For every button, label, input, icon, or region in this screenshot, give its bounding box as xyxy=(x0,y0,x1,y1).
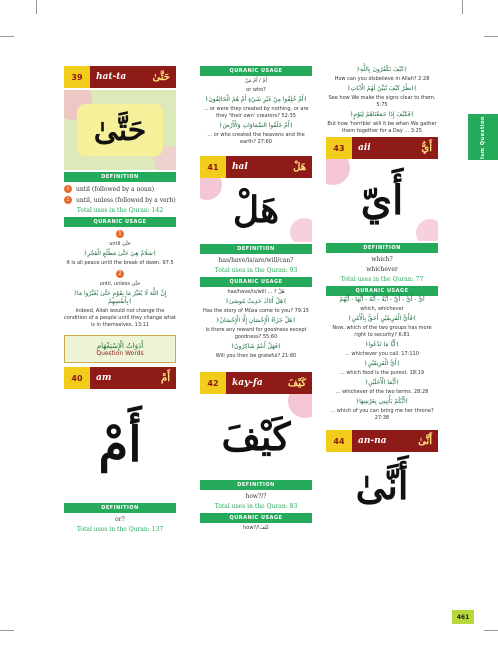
entry-41-header xyxy=(200,156,312,178)
question-words-english: Question Words xyxy=(96,349,144,357)
column-1 xyxy=(64,66,176,536)
entry-title xyxy=(226,372,312,394)
entry-number: 44 xyxy=(326,430,352,452)
big-arabic: حَتَّىٰ xyxy=(93,112,147,148)
word-illustration xyxy=(326,159,438,241)
usage-header: QURANIC USAGE xyxy=(200,277,312,287)
total-uses: Total uses in the Quran: 137 xyxy=(76,526,164,533)
definition-text: has/have/is/are/will/can? xyxy=(218,257,294,264)
question-words-banner xyxy=(64,335,176,363)
translit: kay-fa xyxy=(232,378,263,388)
entry-title xyxy=(226,156,312,178)
verse-translation: See how We make the signs clear to them. 5:75 xyxy=(328,95,436,108)
verse-translation: Now, which of the two groups has more right to security? 6:81 xyxy=(332,325,432,338)
definition-item: 2 until, unless (followed by a verb) xyxy=(64,196,176,204)
definition-text: which? xyxy=(371,256,393,263)
crop-mark xyxy=(484,36,498,37)
usage-number: 2 xyxy=(116,270,124,278)
crop-mark xyxy=(462,0,463,14)
definition-header: DEFINITION xyxy=(200,480,312,490)
translit: an-na xyxy=(358,436,387,446)
usage-label: أَمْ / أَمْ مَنْ xyxy=(245,78,267,84)
usage-header: QURANIC USAGE xyxy=(200,66,312,76)
side-tab: Ism Question xyxy=(468,114,498,160)
translit: hal xyxy=(232,162,248,172)
quran-verse: ﴿أَيَّمَا الْأَجَلَيْنِ﴾ xyxy=(364,379,400,386)
quran-verse: ﴿أَمْ خَلَقُوا السَّمَاوَاتِ وَالْأَرْضَ﴾ xyxy=(218,122,294,129)
word-illustration xyxy=(64,389,176,501)
big-arabic: كَيْفَ xyxy=(221,413,291,459)
definition-header: DEFINITION xyxy=(64,503,176,513)
entry-number: 42 xyxy=(200,372,226,394)
decor-flower xyxy=(200,178,222,200)
quran-verse: ﴿أَيُّكُمْ يَأْتِينِي بِعَرْشِهَا﴾ xyxy=(355,398,409,405)
big-arabic: أَنَّىٰ xyxy=(355,462,409,508)
verse-translation: ... or who created the heavens and the earth? 27:60 xyxy=(207,132,305,145)
usage-label: how?/!كَيْفَ xyxy=(243,525,269,531)
quran-verse: ﴿سَلَامٌ هِيَ حَتَّىٰ مَطْلَعِ الْفَجْرِ﴾ xyxy=(83,250,157,257)
verse-translation: Will you then be grateful? 21:80 xyxy=(215,353,297,359)
big-arabic: أَمْ xyxy=(98,417,142,473)
usage-number: 1 xyxy=(116,230,124,238)
verse-translation: Is there any reward for goodness except goodness? 55:60 xyxy=(205,327,307,340)
decor-flower xyxy=(326,159,350,185)
verse-translation: Has the story of Mûsa come to you? 79:15 xyxy=(203,308,309,314)
arabic-word: أَمْ xyxy=(161,372,170,384)
definition-header: DEFINITION xyxy=(326,243,438,253)
quran-verse: ﴿إِنَّ اللَّهَ لَا يُغَيِّرُ مَا بِقَوْمٍ حَتَّىٰ يُغَيِّرُوا مَا بِأَنفُسِهِمْ﴾ xyxy=(73,290,167,305)
quran-verse: ﴿أَيُّ الْفَرِيقَيْنِ﴾ xyxy=(363,360,401,367)
translit: aii xyxy=(358,143,371,153)
entry-title xyxy=(352,430,438,452)
word-illustration xyxy=(326,452,438,518)
quran-verse: ﴿فَأَيُّ الْفَرِيقَيْنِ أَحَقُّ بِالْأَمْنِ﴾ xyxy=(347,315,417,322)
quran-verse: ﴿فَكَيْفَ إِذَا جَمَعْنَاهُمْ لِيَوْمٍ﴾ xyxy=(349,111,415,118)
usage-label: has/have/is/will ... ? هَلْ xyxy=(227,289,285,295)
decor-flower xyxy=(288,394,312,418)
entry-number: 39 xyxy=(64,66,90,88)
verse-translation: ... which food is the purest. 18:19 xyxy=(339,370,425,376)
quran-verse: ﴿أَمْ خُلِقُوا مِنْ غَيْرِ شَيْءٍ أَمْ هُمُ الْخَالِقُونَ﴾ xyxy=(204,96,308,103)
question-words-arabic: أَدَوَاتُ الْإِسْتِفْهَامِ xyxy=(96,341,144,350)
total-uses: Total uses in the Quran: 93 xyxy=(214,267,298,274)
word-illustration xyxy=(64,90,176,170)
definition-text: how?/? xyxy=(245,493,267,500)
entry-40-header xyxy=(64,367,176,389)
verse-translation: ... which of you can bring me her throne? 27:38 xyxy=(330,408,434,421)
usage-header: QURANIC USAGE xyxy=(326,286,438,296)
usage-header: QURANIC USAGE xyxy=(64,217,176,227)
entry-number: 41 xyxy=(200,156,226,178)
quran-verse: ﴿فَهَلْ أَنتُمْ شَاكِرُونَ﴾ xyxy=(230,343,282,350)
column-2 xyxy=(200,66,312,534)
definition-text: whichever xyxy=(366,266,398,273)
quran-verse: ﴿هَلْ جَزَاءُ الْإِحْسَانِ إِلَّا الْإِحْسَانُ﴾ xyxy=(216,317,296,324)
entry-42-header xyxy=(200,372,312,394)
entry-44-header xyxy=(326,430,438,452)
usage-label: until حَتَّىٰ xyxy=(109,241,131,247)
entry-number: 43 xyxy=(326,137,352,159)
column-3 xyxy=(326,66,438,518)
usage-header: QURANIC USAGE xyxy=(200,513,312,523)
entry-43-header xyxy=(326,137,438,159)
total-uses: Total uses in the Quran: 142 xyxy=(76,207,164,214)
entry-title xyxy=(352,137,438,159)
page-number: 461 xyxy=(452,610,474,624)
verse-translation: It is all peace until the break of dawn. 97:5 xyxy=(66,260,174,266)
crop-mark xyxy=(0,36,14,37)
verse-translation: But how 'horrible' will it be when We gather them together for a Day ... 3:25 xyxy=(327,121,437,134)
arabic-word: هَلْ xyxy=(293,161,306,173)
entry-title xyxy=(90,367,176,389)
verse-translation: How can you disbelieve in Allah? 2:28 xyxy=(334,76,430,82)
entry-39-header xyxy=(64,66,176,88)
definition-text: or? xyxy=(115,516,125,523)
arabic-word: أَنَّىٰ xyxy=(418,435,432,447)
word-illustration xyxy=(200,178,312,242)
quran-verse: ﴿هَلْ أَتَاكَ حَدِيثُ مُوسَىٰ﴾ xyxy=(225,298,287,305)
verse-translation: ... whichever you call. 17:110 xyxy=(345,351,419,357)
quran-verse: ﴿كَيْفَ تَكْفُرُونَ بِاللَّهِ﴾ xyxy=(356,66,408,73)
total-uses: Total uses in the Quran: 83 xyxy=(214,503,298,510)
arabic-word: أَيُّ xyxy=(421,142,432,154)
verse-translation: ... whichever of the two terms. 28:28 xyxy=(335,389,429,395)
quran-verse: ﴿انظُرْ كَيْفَ نُبَيِّنُ لَهُمُ الْآيَاتِ﴾ xyxy=(347,85,417,92)
decor-flower xyxy=(290,218,312,242)
translit: hat-ta xyxy=(96,72,127,82)
word-forms-meaning: which, whichever xyxy=(360,306,404,312)
translit: am xyxy=(96,373,112,383)
arabic-word: كَيْفَ xyxy=(287,377,306,389)
crop-mark xyxy=(484,630,498,631)
crop-mark xyxy=(36,0,37,14)
arabic-word: حَتَّىٰ xyxy=(152,71,170,83)
word-forms: أَيٌّ - أَيَّ - أَيِّ - أَيَّةُ - أَيَّةَ - أَيُّهَا - أَيُّهُمْ xyxy=(339,296,425,303)
decor-flower xyxy=(416,219,438,241)
verse-translation: ... or were they created by nothing, or are they 'their own' creators? 52:35 xyxy=(203,106,309,119)
definition-header: DEFINITION xyxy=(200,244,312,254)
definition-item: 1 until (followed by a noun) xyxy=(64,185,176,193)
entry-number: 40 xyxy=(64,367,90,389)
word-illustration xyxy=(200,394,312,478)
entry-title xyxy=(90,66,176,88)
quran-verse: ﴿أَيًّا مَا تَدْعُوا﴾ xyxy=(364,341,400,348)
usage-label: until, unless حَتَّىٰ xyxy=(99,281,141,287)
total-uses: Total uses in the Quran: 77 xyxy=(340,276,424,283)
usage-label: or who? xyxy=(246,87,266,93)
big-arabic: أَيّ xyxy=(360,176,404,224)
verse-translation: Indeed, Allah would not change the condition of a people until they change what is in themselves. 13:11 xyxy=(64,308,176,328)
crop-mark xyxy=(0,630,14,631)
big-arabic: هَلْ xyxy=(232,189,280,231)
definition-header: DEFINITION xyxy=(64,172,176,182)
